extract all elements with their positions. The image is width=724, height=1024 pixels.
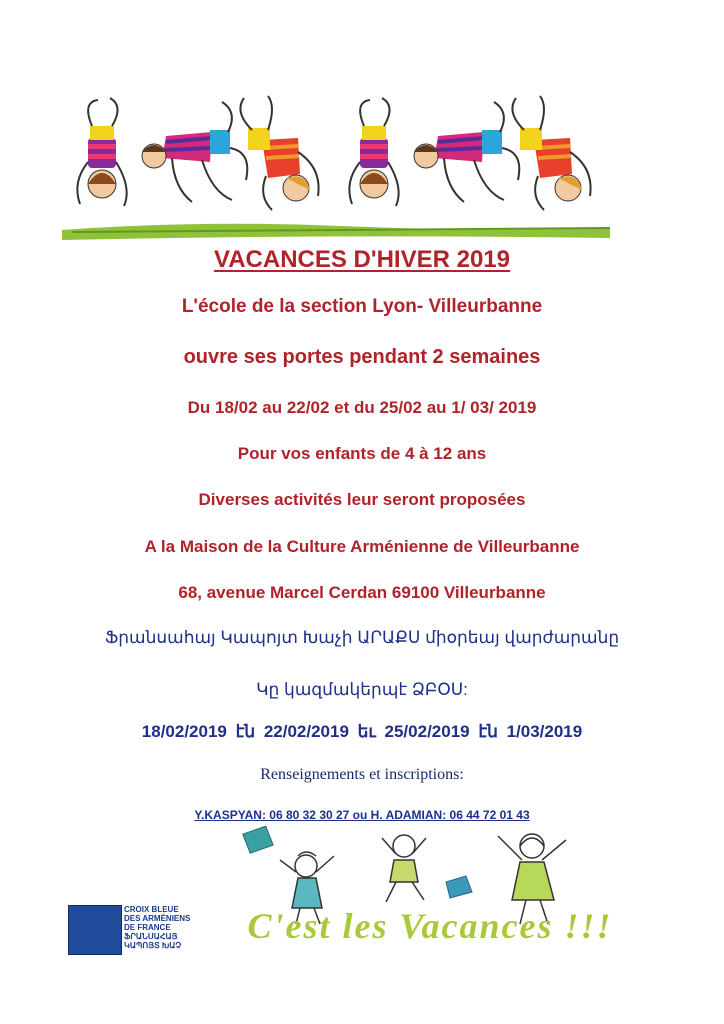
- activities-line: Diverses activités leur seront proposées: [198, 490, 526, 509]
- school-line: L'école de la section Lyon- Villeurbanne: [181, 296, 543, 317]
- armenian-school-line: Ֆրանսահայ Կապոյտ Խաչի ԱՐԱՔՍ միօրեայ վարժարանը: [104, 628, 620, 647]
- logo-text-line: DES ARMÉNIENS: [124, 914, 191, 923]
- logo-text-line: CROIX BLEUE: [124, 905, 179, 914]
- child-figure-6: [512, 96, 590, 210]
- croix-bleue-logo: [68, 905, 122, 955]
- children-age-line: Pour vos enfants de 4 à 12 ans: [237, 444, 487, 463]
- contacts-line: Y.KASPYAN: 06 80 32 30 27 ou H. ADAMIAN: 06 44 72 01 43: [194, 808, 530, 822]
- armenian-organizes-line: Կը կազմակերպէ ՁԲՕՍ:: [256, 680, 468, 699]
- dates-fr-line: Du 18/02 au 22/02 et du 25/02 au 1/ 03/ 2019: [187, 398, 537, 417]
- child-figure-2: [142, 102, 247, 202]
- logo-text-line: ՖՐԱՆՍԱՀԱՅ: [124, 932, 178, 941]
- logo-text-line: ԿԱՊՈՅՏ ԽԱՉ: [124, 941, 182, 950]
- child-figure-3: [240, 96, 318, 210]
- armenian-dates-line: 18/02/2019 էն 22/02/2019 եւ 25/02/2019 էն 1/03/2019: [141, 722, 583, 741]
- info-label: Renseignements et inscriptions:: [260, 766, 464, 783]
- child-figure-5: [414, 102, 519, 202]
- page-title: VACANCES D'HIVER 2019: [213, 246, 510, 273]
- venue-line: A la Maison de la Culture Arménienne de Villeurbanne: [144, 537, 580, 556]
- open-line: ouvre ses portes pendant 2 semaines: [183, 346, 541, 368]
- logo-text-line: DE FRANCE: [124, 923, 171, 932]
- address-line: 68, avenue Marcel Cerdan 69100 Villeurbanne: [178, 583, 546, 602]
- child-figure-4: [349, 98, 398, 206]
- vacances-slogan: C'est les Vacances !!!: [247, 906, 613, 946]
- child-figure-1: [77, 98, 126, 206]
- cartwheel-children-illustration: [62, 92, 610, 242]
